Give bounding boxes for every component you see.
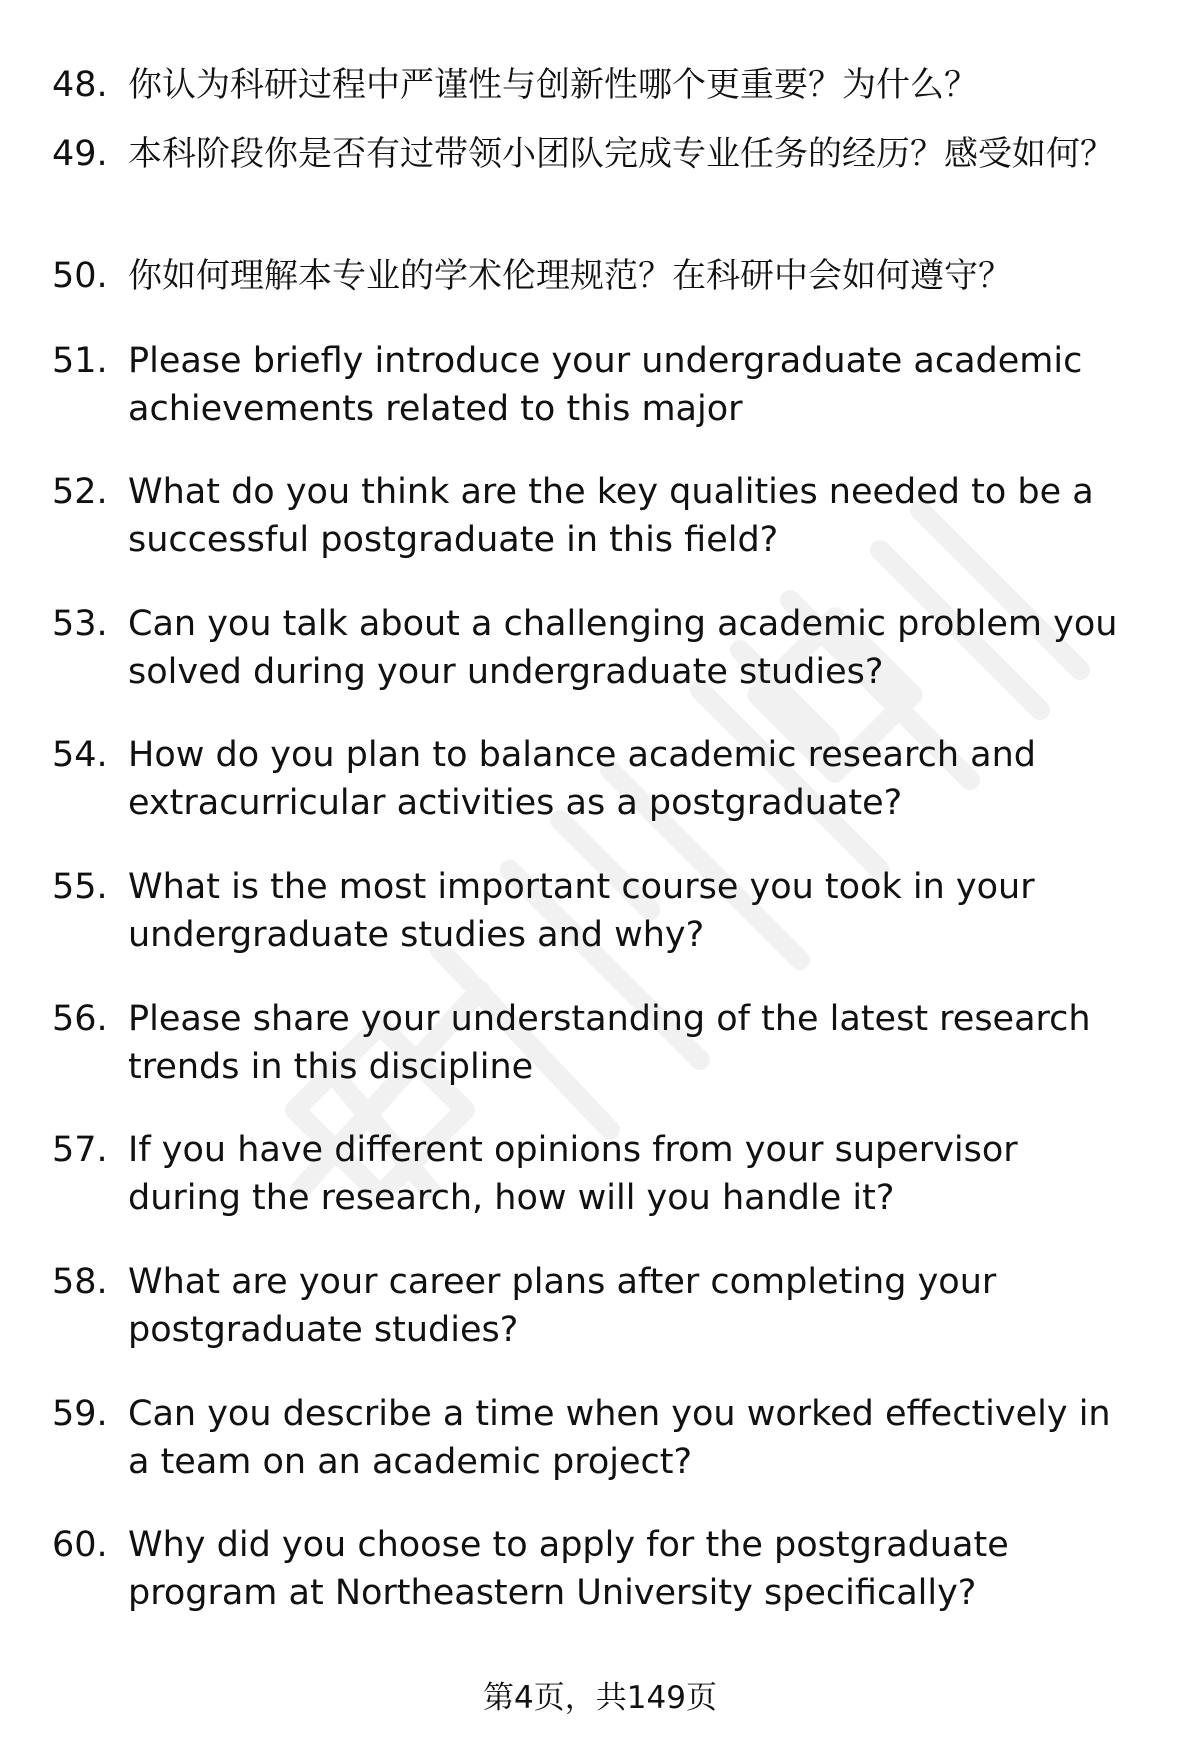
question-text: What do you think are the key qualities needed to be a successful postgraduate in this field? (128, 472, 1094, 560)
question-text: Please briefly introduce your undergraduate academic achievements related to this major (128, 341, 1083, 429)
question-text: Why did you choose to apply for the postgraduate program at Northeastern University specifically? (128, 1525, 1009, 1613)
question-number: 56. (52, 999, 108, 1039)
question-number: 52. (52, 472, 108, 512)
question-text: What is the most important course you took in your undergraduate studies and why? (128, 867, 1035, 955)
question-text: Can you describe a time when you worked effectively in a team on an academic project? (128, 1394, 1111, 1482)
question-number: 57. (52, 1130, 108, 1170)
question-text: Please share your understanding of the latest research trends in this discipline (128, 999, 1091, 1087)
question-number: 48. (52, 65, 108, 105)
question-text: What are your career plans after completing your postgraduate studies? (128, 1262, 997, 1350)
question-text: How do you plan to balance academic research and extracurricular activities as a postgraduate? (128, 735, 1037, 823)
question-number: 51. (52, 341, 108, 381)
question-text: 你认为科研过程中严谨性与创新性哪个更重要？为什么？ (128, 65, 978, 105)
question-text: 你如何理解本专业的学术伦理规范？在科研中会如何遵守？ (128, 256, 1012, 296)
question-number: 54. (52, 735, 108, 775)
question-text: If you have different opinions from your supervisor during the research, how will you handle it? (128, 1130, 1018, 1218)
question-number: 59. (52, 1394, 108, 1434)
question-number: 50. (52, 256, 108, 296)
question-number: 58. (52, 1262, 108, 1302)
page-number-label: 第4页，共149页 (483, 1680, 717, 1716)
question-text: 本科阶段你是否有过带领小团队完成专业任务的经历？感受如何？ (128, 134, 1114, 174)
question-text: Can you talk about a challenging academic problem you solved during your undergraduate studies? (128, 604, 1118, 692)
question-number: 53. (52, 604, 108, 644)
question-number: 55. (52, 867, 108, 907)
question-number: 49. (52, 134, 108, 174)
question-number: 60. (52, 1525, 108, 1565)
page-footer (0, 1678, 1200, 1718)
